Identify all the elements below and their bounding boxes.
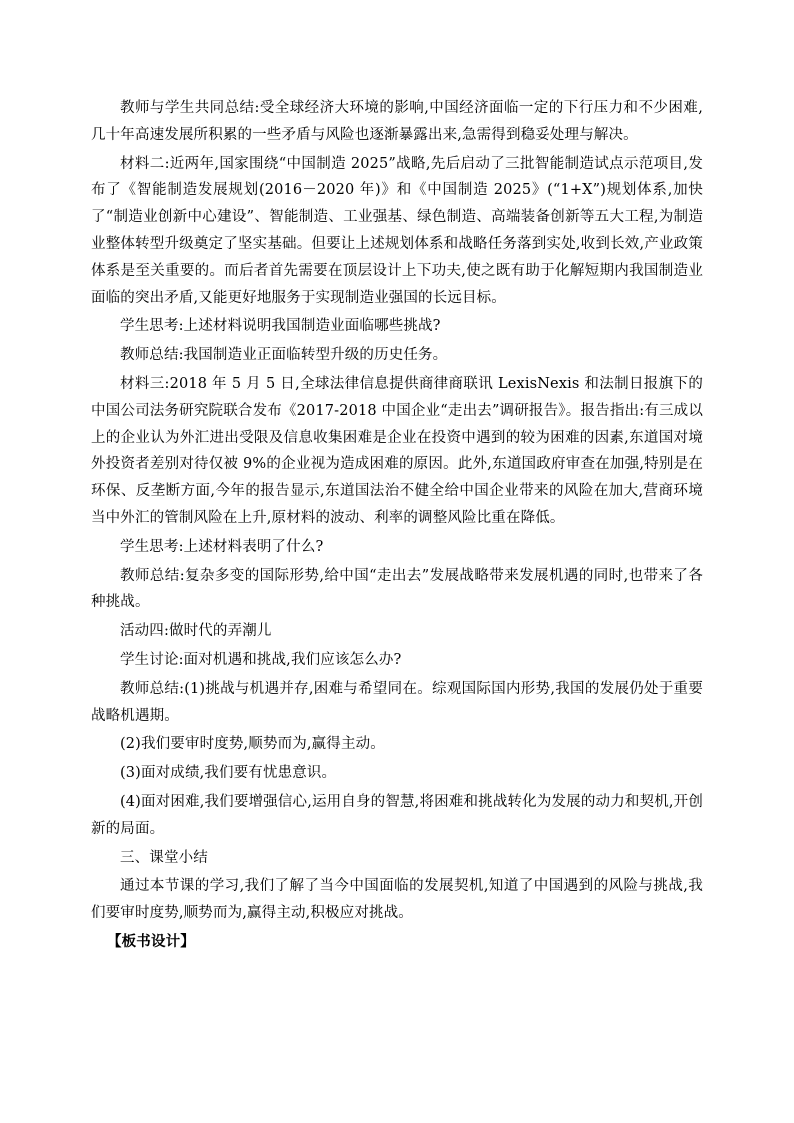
student-question-2: 学生思考:上述材料表明了什么? — [120, 538, 324, 555]
student-discussion: 学生讨论:面对机遇和挑战,我们应该怎么办? — [120, 651, 402, 668]
class-summary-paragraph: 通过本节课的学习,我们了解了当今中国面临的发展契机,知道了中国遇到的风险与挑战,我们要审时度势,顺势而为,赢得主动,积极应对挑战。 — [91, 878, 703, 922]
board-design-heading: 【板书设计】 — [107, 932, 195, 950]
teacher-summary-3: 教师总结:(1)挑战与机遇并存,困难与希望同在。综观国际国内形势,我国的发展仍处于重要战略机遇期。 — [91, 680, 703, 724]
summary-paragraph-teacher-student: 教师与学生共同总结:受全球经济大环境的影响,中国经济面临一定的下行压力和不少困难,几十年高速发展所积累的一些矛盾与风险也逐渐暴露出来,急需得到稳妥处理与解决。 — [91, 100, 703, 143]
teacher-summary-1: 教师总结:我国制造业正面临转型升级的历史任务。 — [120, 347, 448, 364]
summary-point-4: (4)面对困难,我们要增强信心,运用自身的智慧,将困难和挑战转化为发展的动力和契机,开创新的局面。 — [91, 793, 703, 837]
section-heading-class-summary: 三、课堂小结 — [120, 849, 208, 866]
summary-point-3: (3)面对成绩,我们要有忧患意识。 — [120, 765, 337, 782]
teacher-summary-2: 教师总结:复杂多变的国际形势,给中国“走出去”发展战略带来发展机遇的同时,也带来了各种挑战。 — [91, 567, 703, 611]
summary-point-2: (2)我们要审时度势,顺势而为,赢得主动。 — [120, 736, 385, 753]
material-two-paragraph: 材料二:近两年,国家围绕“中国制造 2025”战略,先后启动了三批智能制造试点示范项目,发布了《智能制造发展规划(2016－2020 年)》和《中国制造 2025》(“1+X”)规划体系,加快了“制造业创新中心建设”、智能制造、工业强基、绿色制造、高端装备创新等五大工程,为制造业整体转型升级奠定了坚实基础。但要让上述规划体系和战略任务落到实处,收到长效,产业政策体系是至关重要的。而后者首先需要在顶层设计上下功夫,使之既有助于化解短期内我国制造业面临的突出矛盾,又能更好地服务于实现制造业强国的长远目标。 — [91, 155, 703, 306]
activity-four-heading: 活动四:做时代的弄潮儿 — [120, 623, 272, 640]
document-body — [91, 95, 703, 956]
material-three-paragraph: 材料三:2018 年 5 月 5 日,全球法律信息提供商律商联讯 LexisNexis 和法制日报旗下的中国公司法务研究院联合发布《2017-2018 中国企业“走出去”调研报告》。报告指出:有三成以上的企业认为外汇进出受限及信息收集困难是企业在投资中遇到的较为困难的因素,东道国对境外投资者差别对待仅被 9%的企业视为造成困难的原因。此外,东道国政府审查在加强,特别是在环保、反垄断方面,今年的报告显示,东道国法治不健全给中国企业带来的风险在加大,营商环境当中外汇的管制风险在上升,原材料的波动、利率的调整风险比重在降低。 — [91, 375, 703, 526]
student-question-1: 学生思考:上述材料说明我国制造业面临哪些挑战? — [120, 318, 441, 335]
